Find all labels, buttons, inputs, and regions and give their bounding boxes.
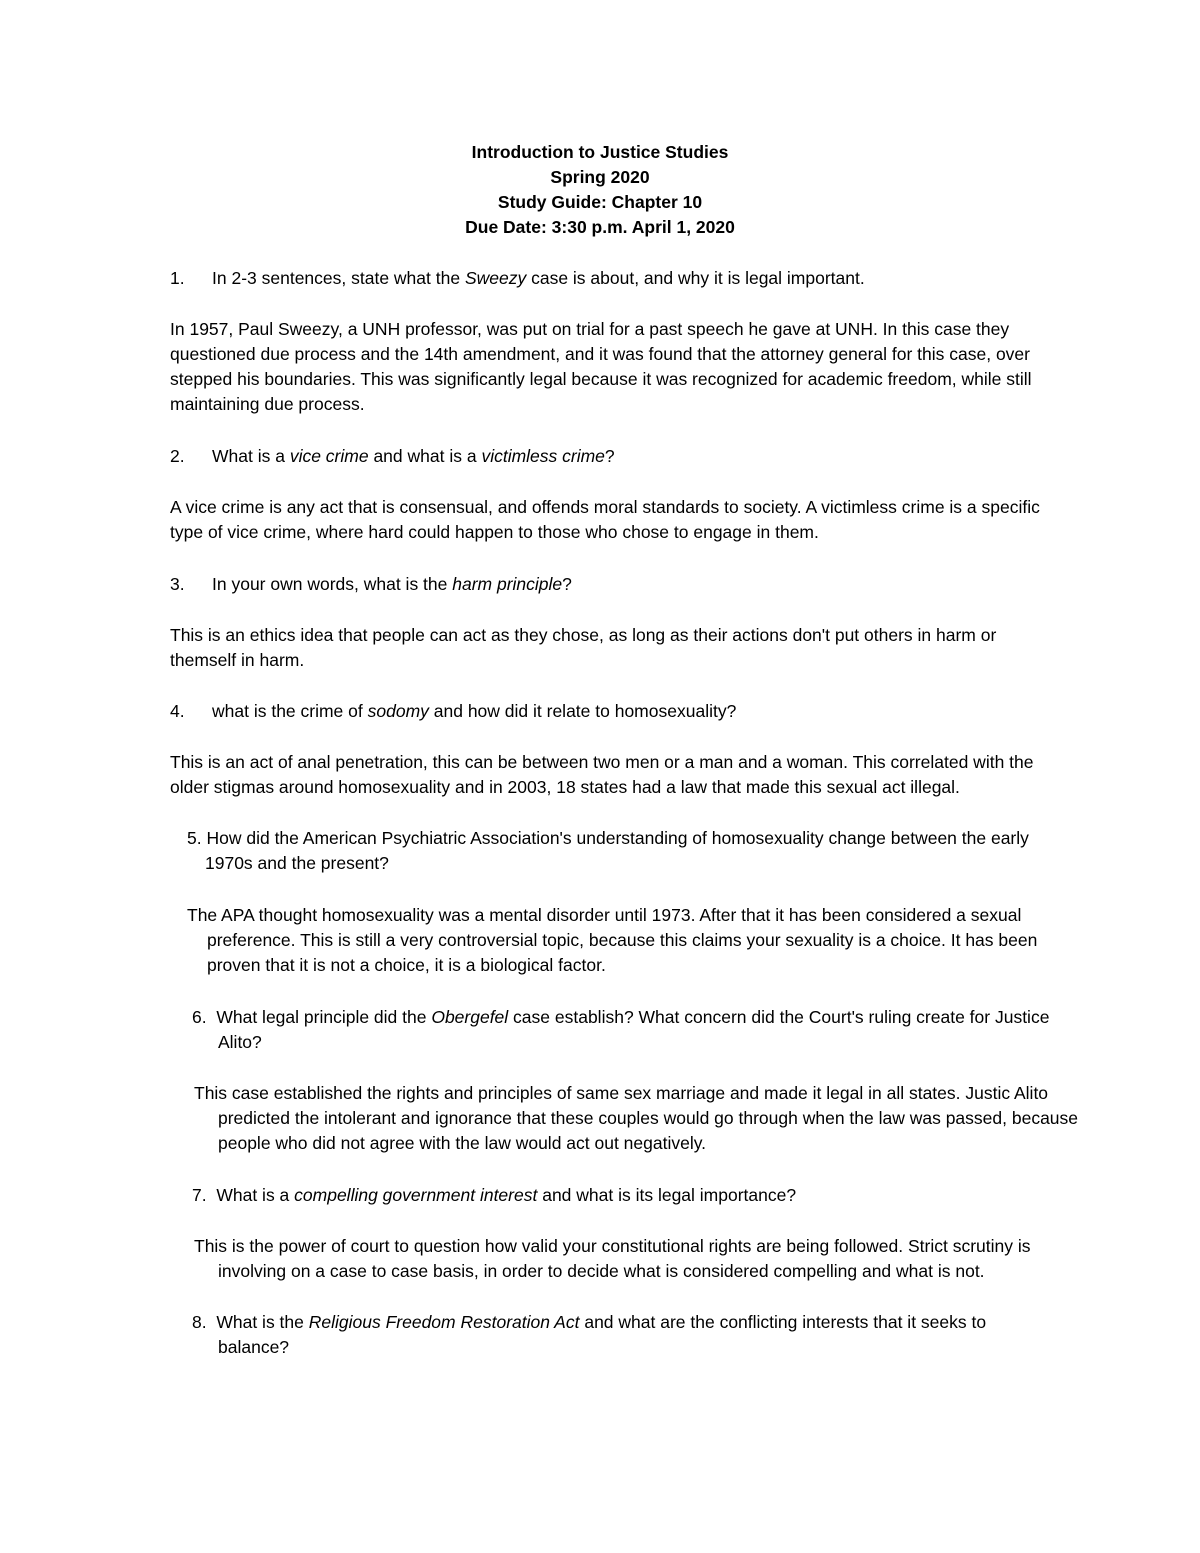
answer-4: This is an act of anal penetration, this can be between two men or a man and a woman. This correlated with the older stigmas around homosexuality and in 2003, 18 states had a law that made this sexual act illegal. [170,752,1034,797]
question-text: How did the American Psychiatric Association's understanding of homosexuality change between the early 1970s and the present? [205,828,1029,873]
question-text: what is the crime of sodomy and how did it relate to homosexuality? [212,701,737,721]
question-number: 2. [170,446,185,466]
question-number: 8. [192,1312,207,1332]
answer-1: In 1957, Paul Sweezy, a UNH professor, was put on trial for a past speech he gave at UNH. In this case they questioned due process and the 14th amendment, and it was found that the attorney general for this case, over stepped his boundaries. This was significantly legal because it was recognized for academic freedom, while still maintaining due process. [170,319,1032,414]
question-number: 1. [170,268,185,288]
question-text: What is a vice crime and what is a victimless crime? [212,446,615,466]
question-6 [192,1005,1078,1055]
answer-7: This is the power of court to question how valid your constitutional rights are being followed. Strict scrutiny is involving on a case to case basis, in order to decide what is considered compelling and what is not. [194,1236,1031,1281]
term: Spring 2020 [550,167,650,187]
course-title: Introduction to Justice Studies [471,142,729,162]
question-text: In 2-3 sentences, state what the Sweezy case is about, and why it is legal important. [212,268,865,288]
answer-3: This is an ethics idea that people can act as they chose, as long as their actions don't put others in harm or themself in harm. [170,625,997,670]
question-8 [192,1310,1048,1360]
question-7 [192,1183,1078,1208]
guide-title: Study Guide: Chapter 10 [497,192,703,212]
question-number: 7. [192,1185,207,1205]
question-number: 4. [170,701,185,721]
answer-6: This case established the rights and principles of same sex marriage and made it legal in all states. Justic Alito predicted the intolerant and ignorance that these couples would go through when the law was passed, because people who did not agree with the law would act out negatively. [194,1083,1079,1153]
question-text: What is the Religious Freedom Restoration Act and what are the conflicting interests that it seeks to balance? [216,1312,987,1357]
question-5 [187,826,1075,876]
answer-2: A vice crime is any act that is consensual, and offends moral standards to society. A victimless crime is a specific type of vice crime, where hard could happen to those who chose to engage in them. [170,497,1040,542]
document-header [0,140,1200,240]
question-text: In your own words, what is the harm principle? [212,574,572,594]
question-text: What is a compelling government interest and what is its legal importance? [216,1185,797,1205]
question-number: 6. [192,1007,207,1027]
question-text: What legal principle did the Obergefel case establish? What concern did the Court's ruling create for Justice Alito? [216,1007,1050,1052]
question-number: 3. [170,574,185,594]
question-number: 5. [187,828,202,848]
answer-5: The APA thought homosexuality was a mental disorder until 1973. After that it has been considered a sexual preference. This is still a very controversial topic, because this claims your sexuality is a choice. It has been proven that it is not a choice, it is a biological factor. [187,905,1038,975]
due-date: Due Date: 3:30 p.m. April 1, 2020 [465,217,735,237]
